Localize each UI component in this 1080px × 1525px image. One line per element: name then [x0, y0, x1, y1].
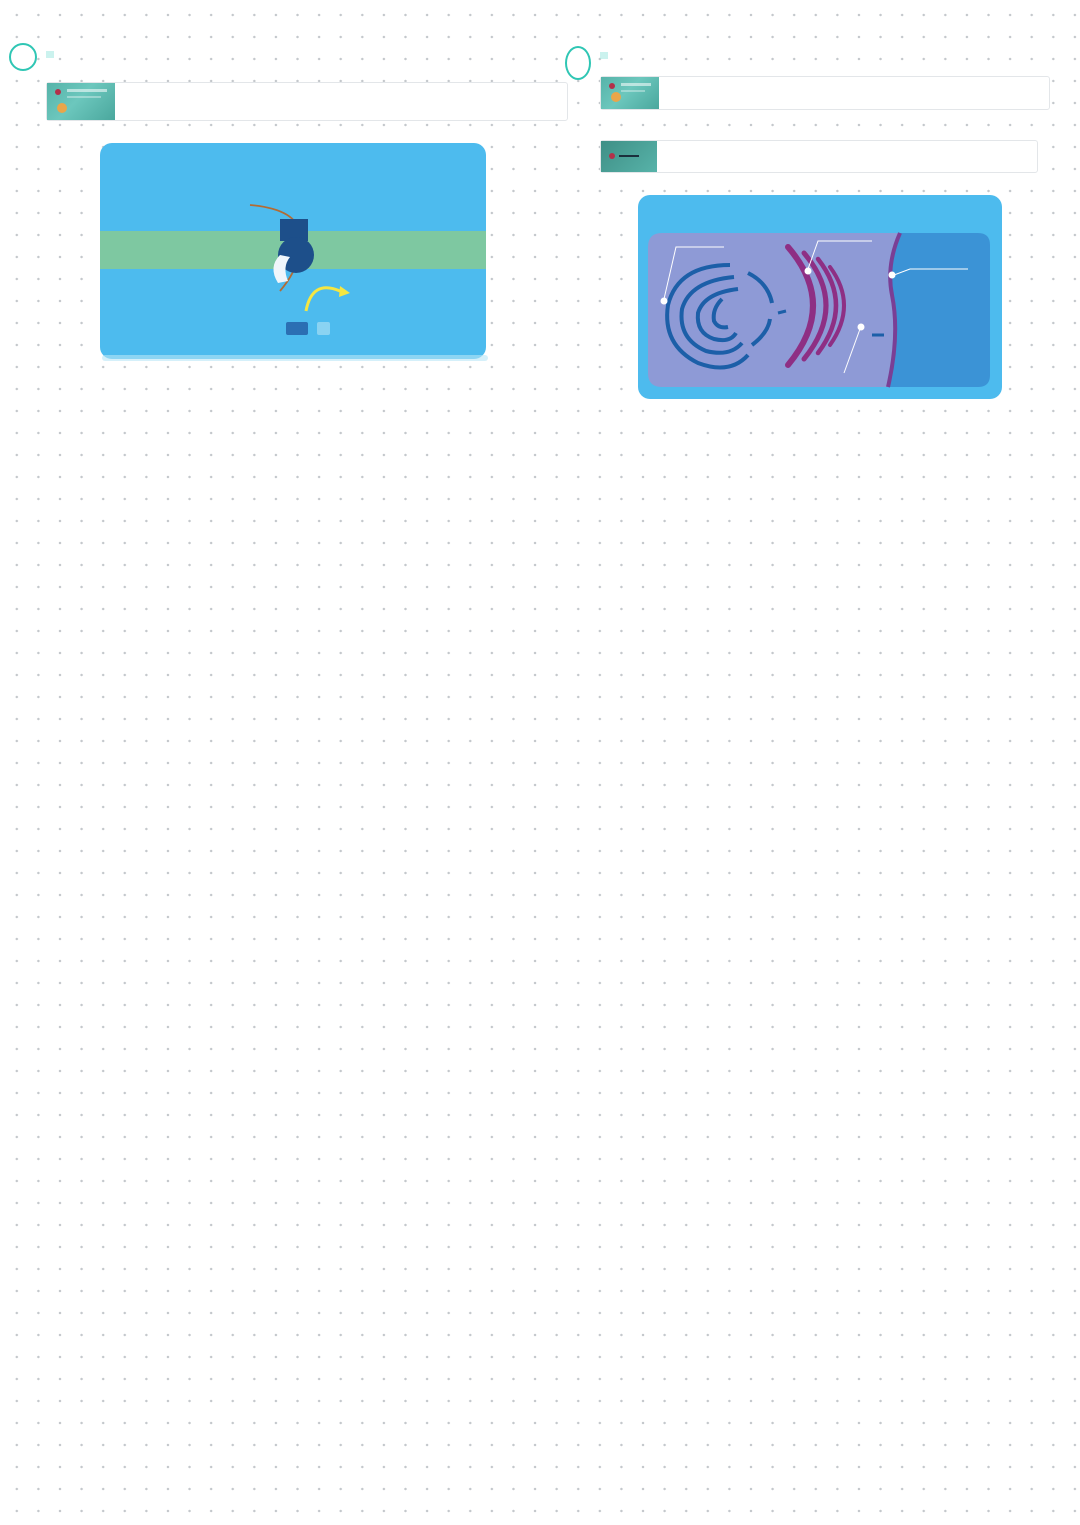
video-thumbnail[interactable] [47, 83, 115, 120]
video-thumbnail[interactable] [601, 77, 659, 109]
atp-diagram [100, 143, 488, 363]
section-9-header [600, 40, 1050, 74]
video-jump-link[interactable] [46, 82, 568, 121]
cell-exterior [888, 233, 990, 387]
title-highlight [600, 52, 608, 59]
video-thumbnail-2[interactable] [601, 141, 657, 172]
golgi-diagram [638, 195, 1002, 399]
right-column [600, 40, 1050, 405]
golgi-figure [638, 195, 1002, 399]
section-number-9 [565, 46, 591, 80]
left-column [46, 40, 556, 367]
atp-figure [100, 143, 486, 363]
section-8-header [46, 40, 556, 80]
title-highlight [46, 51, 54, 58]
video-jump-link[interactable] [600, 76, 1050, 110]
cell-interior [648, 233, 900, 387]
video-jump-link-2[interactable] [600, 140, 1038, 173]
section-number-8 [9, 43, 37, 71]
